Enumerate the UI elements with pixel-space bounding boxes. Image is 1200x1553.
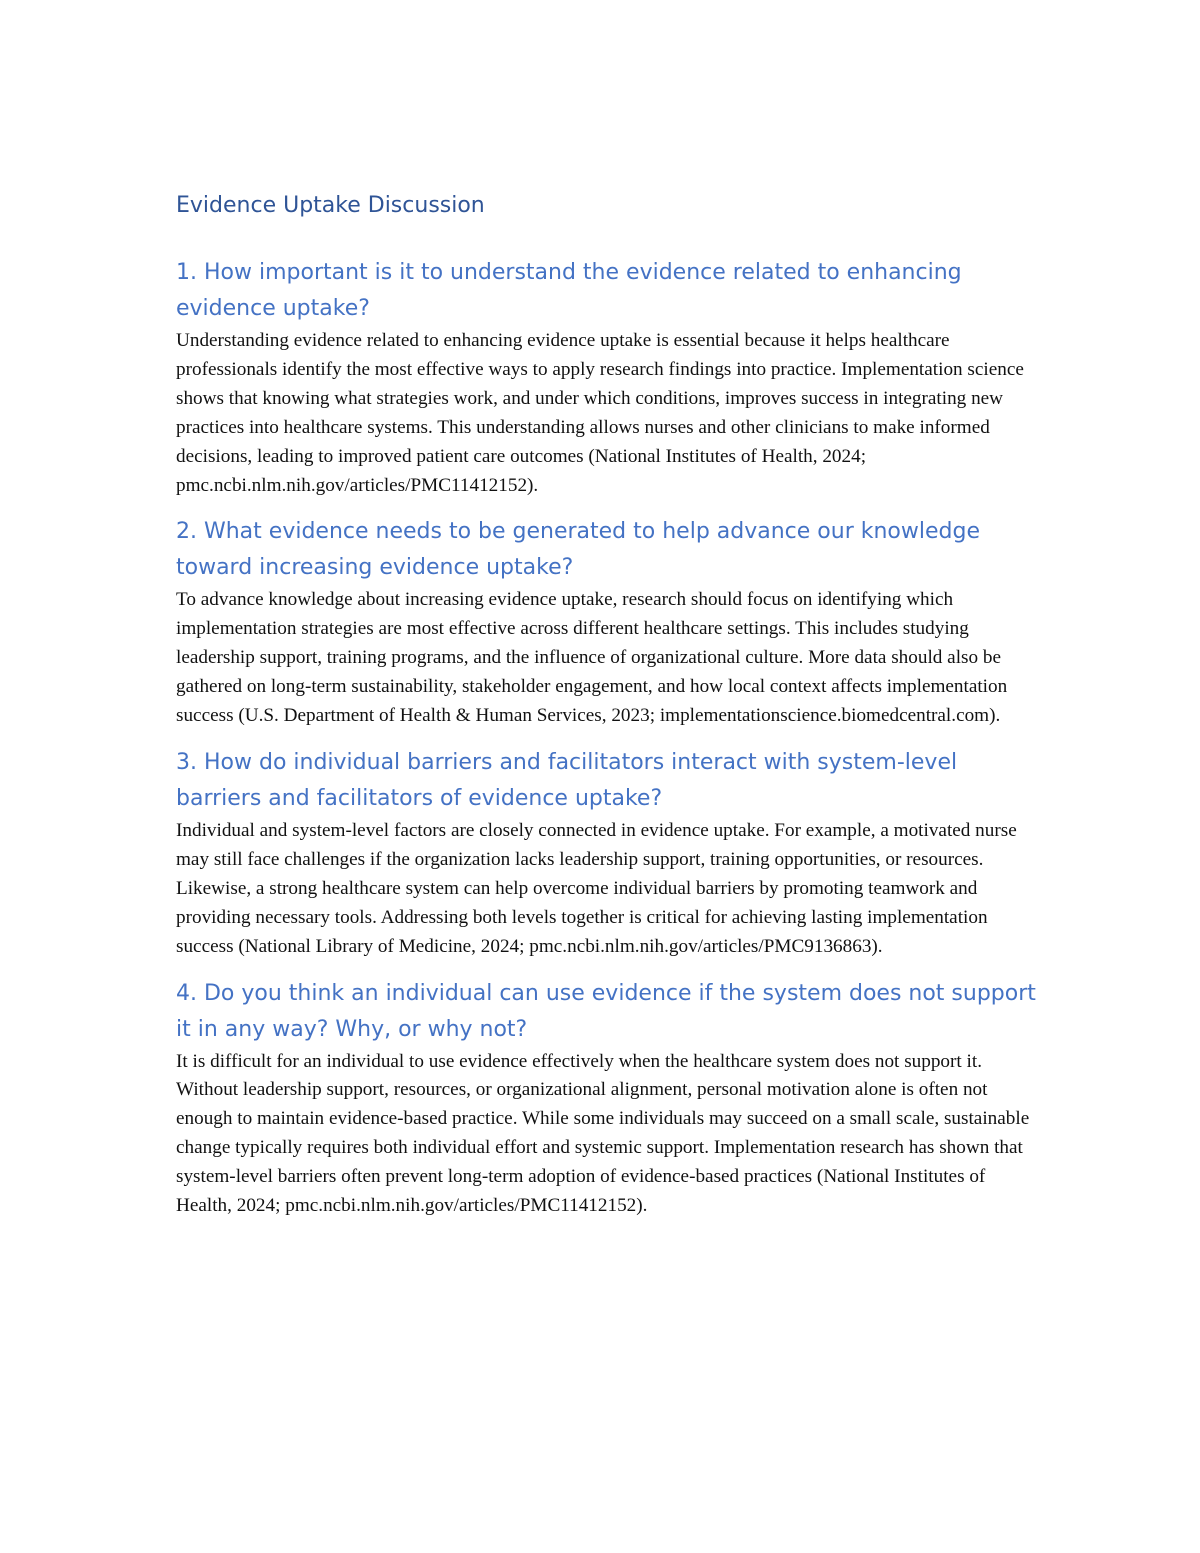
document-page — [176, 190, 1036, 1235]
question-heading: 2. What evidence needs to be generated to help advance our knowledge toward increasing evidence uptake? — [176, 519, 980, 581]
question-heading: 3. How do individual barriers and facilitators interact with system-level barriers and facilitators of evidence uptake? — [176, 749, 958, 811]
answer-paragraph: Individual and system-level factors are closely connected in evidence uptake. For example, a motivated nurse may still face challenges if the organization lacks leadership support, training opportunities, or resources. Likewise, a strong healthcare system can help overcome individual barriers by promoting teamwork and providing necessary tools. Addressing both levels together is critical for achieving lasting implementation success (National Library of Medicine, 2024; pmc.ncbi.nlm.nih.gov/articles/PMC9136863). — [176, 819, 1017, 957]
answer-paragraph: To advance knowledge about increasing evidence uptake, research should focus on identifying which implementation strategies are most effective across different healthcare settings. This includes studying leadership support, training programs, and the influence of organizational culture. More data should also be gathered on long-term sustainability, stakeholder engagement, and how local context affects implementation success (U.S. Department of Health & Human Services, 2023; implementationscience.biomedcentral.com). — [176, 589, 1008, 727]
question-heading: 1. How important is it to understand the evidence related to enhancing evidence uptake? — [176, 260, 962, 321]
section-1 — [176, 255, 1036, 500]
answer-paragraph: It is difficult for an individual to use evidence effectively when the healthcare system does not support it. Without leadership support, resources, or organizational alignment, personal motivation alone is often not enough to maintain evidence-based practice. While some individuals may succeed on a small scale, sustainable change typically requires both individual effort and systemic support. Implementation research has shown that system-level barriers often prevent long-term adoption of evidence-based practices (National Institutes of Health, 2024; pmc.ncbi.nlm.nih.gov/articles/PMC11412152). — [176, 1050, 1030, 1217]
question-heading: 4. Do you think an individual can use evidence if the system does not support it in any way? Why, or why not? — [176, 980, 1036, 1042]
document-title: Evidence Uptake Discussion — [176, 193, 485, 218]
section-3 — [176, 745, 1036, 962]
answer-paragraph: Understanding evidence related to enhancing evidence uptake is essential because it helps healthcare professionals identify the most effective ways to apply research findings into practice. Implementation science shows that knowing what strategies work, and under which conditions, improves success in integrating new practices into healthcare systems. This understanding allows nurses and other clinicians to make informed decisions, leading to improved patient care outcomes (National Institutes of Health, 2024; pmc.ncbi.nlm.nih.gov/articles/PMC11412152). — [176, 330, 1024, 496]
section-4 — [176, 976, 1036, 1221]
section-2 — [176, 514, 1036, 731]
